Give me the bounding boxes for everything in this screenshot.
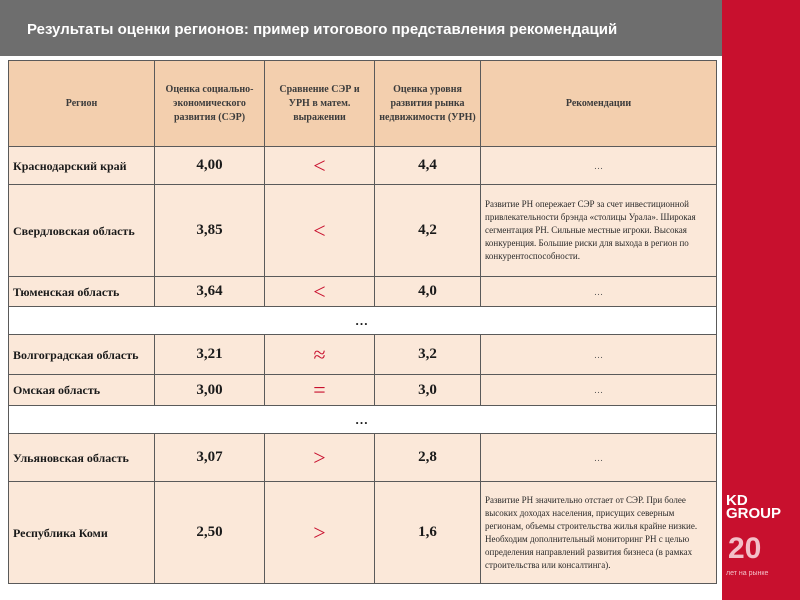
regions-table bbox=[8, 60, 717, 584]
region-name: Волгоградская область bbox=[9, 335, 155, 375]
urn-score: 4,2 bbox=[375, 185, 481, 277]
table-header-row bbox=[9, 61, 717, 147]
urn-score: 4,0 bbox=[375, 277, 481, 307]
region-name: Краснодарский край bbox=[9, 147, 155, 185]
table-row bbox=[9, 147, 717, 185]
comparison-sign: = bbox=[265, 375, 375, 406]
table-row bbox=[9, 434, 717, 482]
comparison-sign: < bbox=[265, 185, 375, 277]
urn-score: 3,2 bbox=[375, 335, 481, 375]
table-row bbox=[9, 375, 717, 406]
page-title: Результаты оценки регионов: пример итогового представления рекомендаций bbox=[27, 21, 618, 38]
recommendation: … bbox=[481, 375, 717, 406]
comparison-sign: > bbox=[265, 482, 375, 584]
comparison-sign: < bbox=[265, 147, 375, 185]
col-header-compare: Сравнение СЭР и УРН в матем. выражении bbox=[265, 61, 375, 147]
recommendation: … bbox=[481, 434, 717, 482]
urn-score: 2,8 bbox=[375, 434, 481, 482]
table-separator-row bbox=[9, 307, 717, 335]
recommendation: … bbox=[481, 277, 717, 307]
col-header-region: Регион bbox=[9, 61, 155, 147]
ser-score: 3,85 bbox=[155, 185, 265, 277]
logo-line-1: KD bbox=[726, 492, 748, 509]
region-name: Ульяновская область bbox=[9, 434, 155, 482]
comparison-sign: < bbox=[265, 277, 375, 307]
ser-score: 3,21 bbox=[155, 335, 265, 375]
logo-line-2: GROUP bbox=[726, 505, 782, 522]
table-separator-row bbox=[9, 406, 717, 434]
table-row bbox=[9, 277, 717, 307]
table-row bbox=[9, 335, 717, 375]
recommendation: … bbox=[481, 335, 717, 375]
recommendation: … bbox=[481, 147, 717, 185]
col-header-urn: Оценка уровня развития рынка недвижимости (УРН) bbox=[375, 61, 481, 147]
ser-score: 3,07 bbox=[155, 434, 265, 482]
ser-score: 3,64 bbox=[155, 277, 265, 307]
urn-score: 4,4 bbox=[375, 147, 481, 185]
region-name: Республика Коми bbox=[9, 482, 155, 584]
urn-score: 3,0 bbox=[375, 375, 481, 406]
col-header-recommendations: Рекомендации bbox=[481, 61, 717, 147]
recommendation: Развитие РН значительно отстает от СЭР. При более высоких доходах населения, присущих северным регионам, объемы строительства жилья крайне низкие. Необходим дополнительный мониторинг РН с целью определения направлений развития бизнеса (в рамках строительства или консалтинга). bbox=[481, 482, 717, 584]
region-name: Свердловская область bbox=[9, 185, 155, 277]
recommendation: Развитие РН опережает СЭР за счет инвестиционной привлекательности брэнда «столицы Урала». Широкая сегментация РН. Сильные местные игроки. Высокая конкуренция. Большие риски для выхода в регион по конкурентоспособности. bbox=[481, 185, 717, 277]
anniversary-number: 20 bbox=[728, 532, 762, 565]
ellipsis: … bbox=[9, 406, 717, 434]
header-bar bbox=[0, 0, 722, 60]
anniversary-emblem bbox=[726, 532, 792, 594]
region-name: Омская область bbox=[9, 375, 155, 406]
comparison-sign: > bbox=[265, 434, 375, 482]
ser-score: 3,00 bbox=[155, 375, 265, 406]
col-header-ser: Оценка социально-экономического развития (СЭР) bbox=[155, 61, 265, 147]
ser-score: 4,00 bbox=[155, 147, 265, 185]
comparison-sign: ≈ bbox=[265, 335, 375, 375]
table-row bbox=[9, 185, 717, 277]
region-name: Тюменская область bbox=[9, 277, 155, 307]
table-row bbox=[9, 482, 717, 584]
urn-score: 1,6 bbox=[375, 482, 481, 584]
kd-group-logo bbox=[726, 494, 792, 520]
anniversary-caption: лет на рынке bbox=[726, 570, 769, 577]
ellipsis: … bbox=[9, 307, 717, 335]
ser-score: 2,50 bbox=[155, 482, 265, 584]
